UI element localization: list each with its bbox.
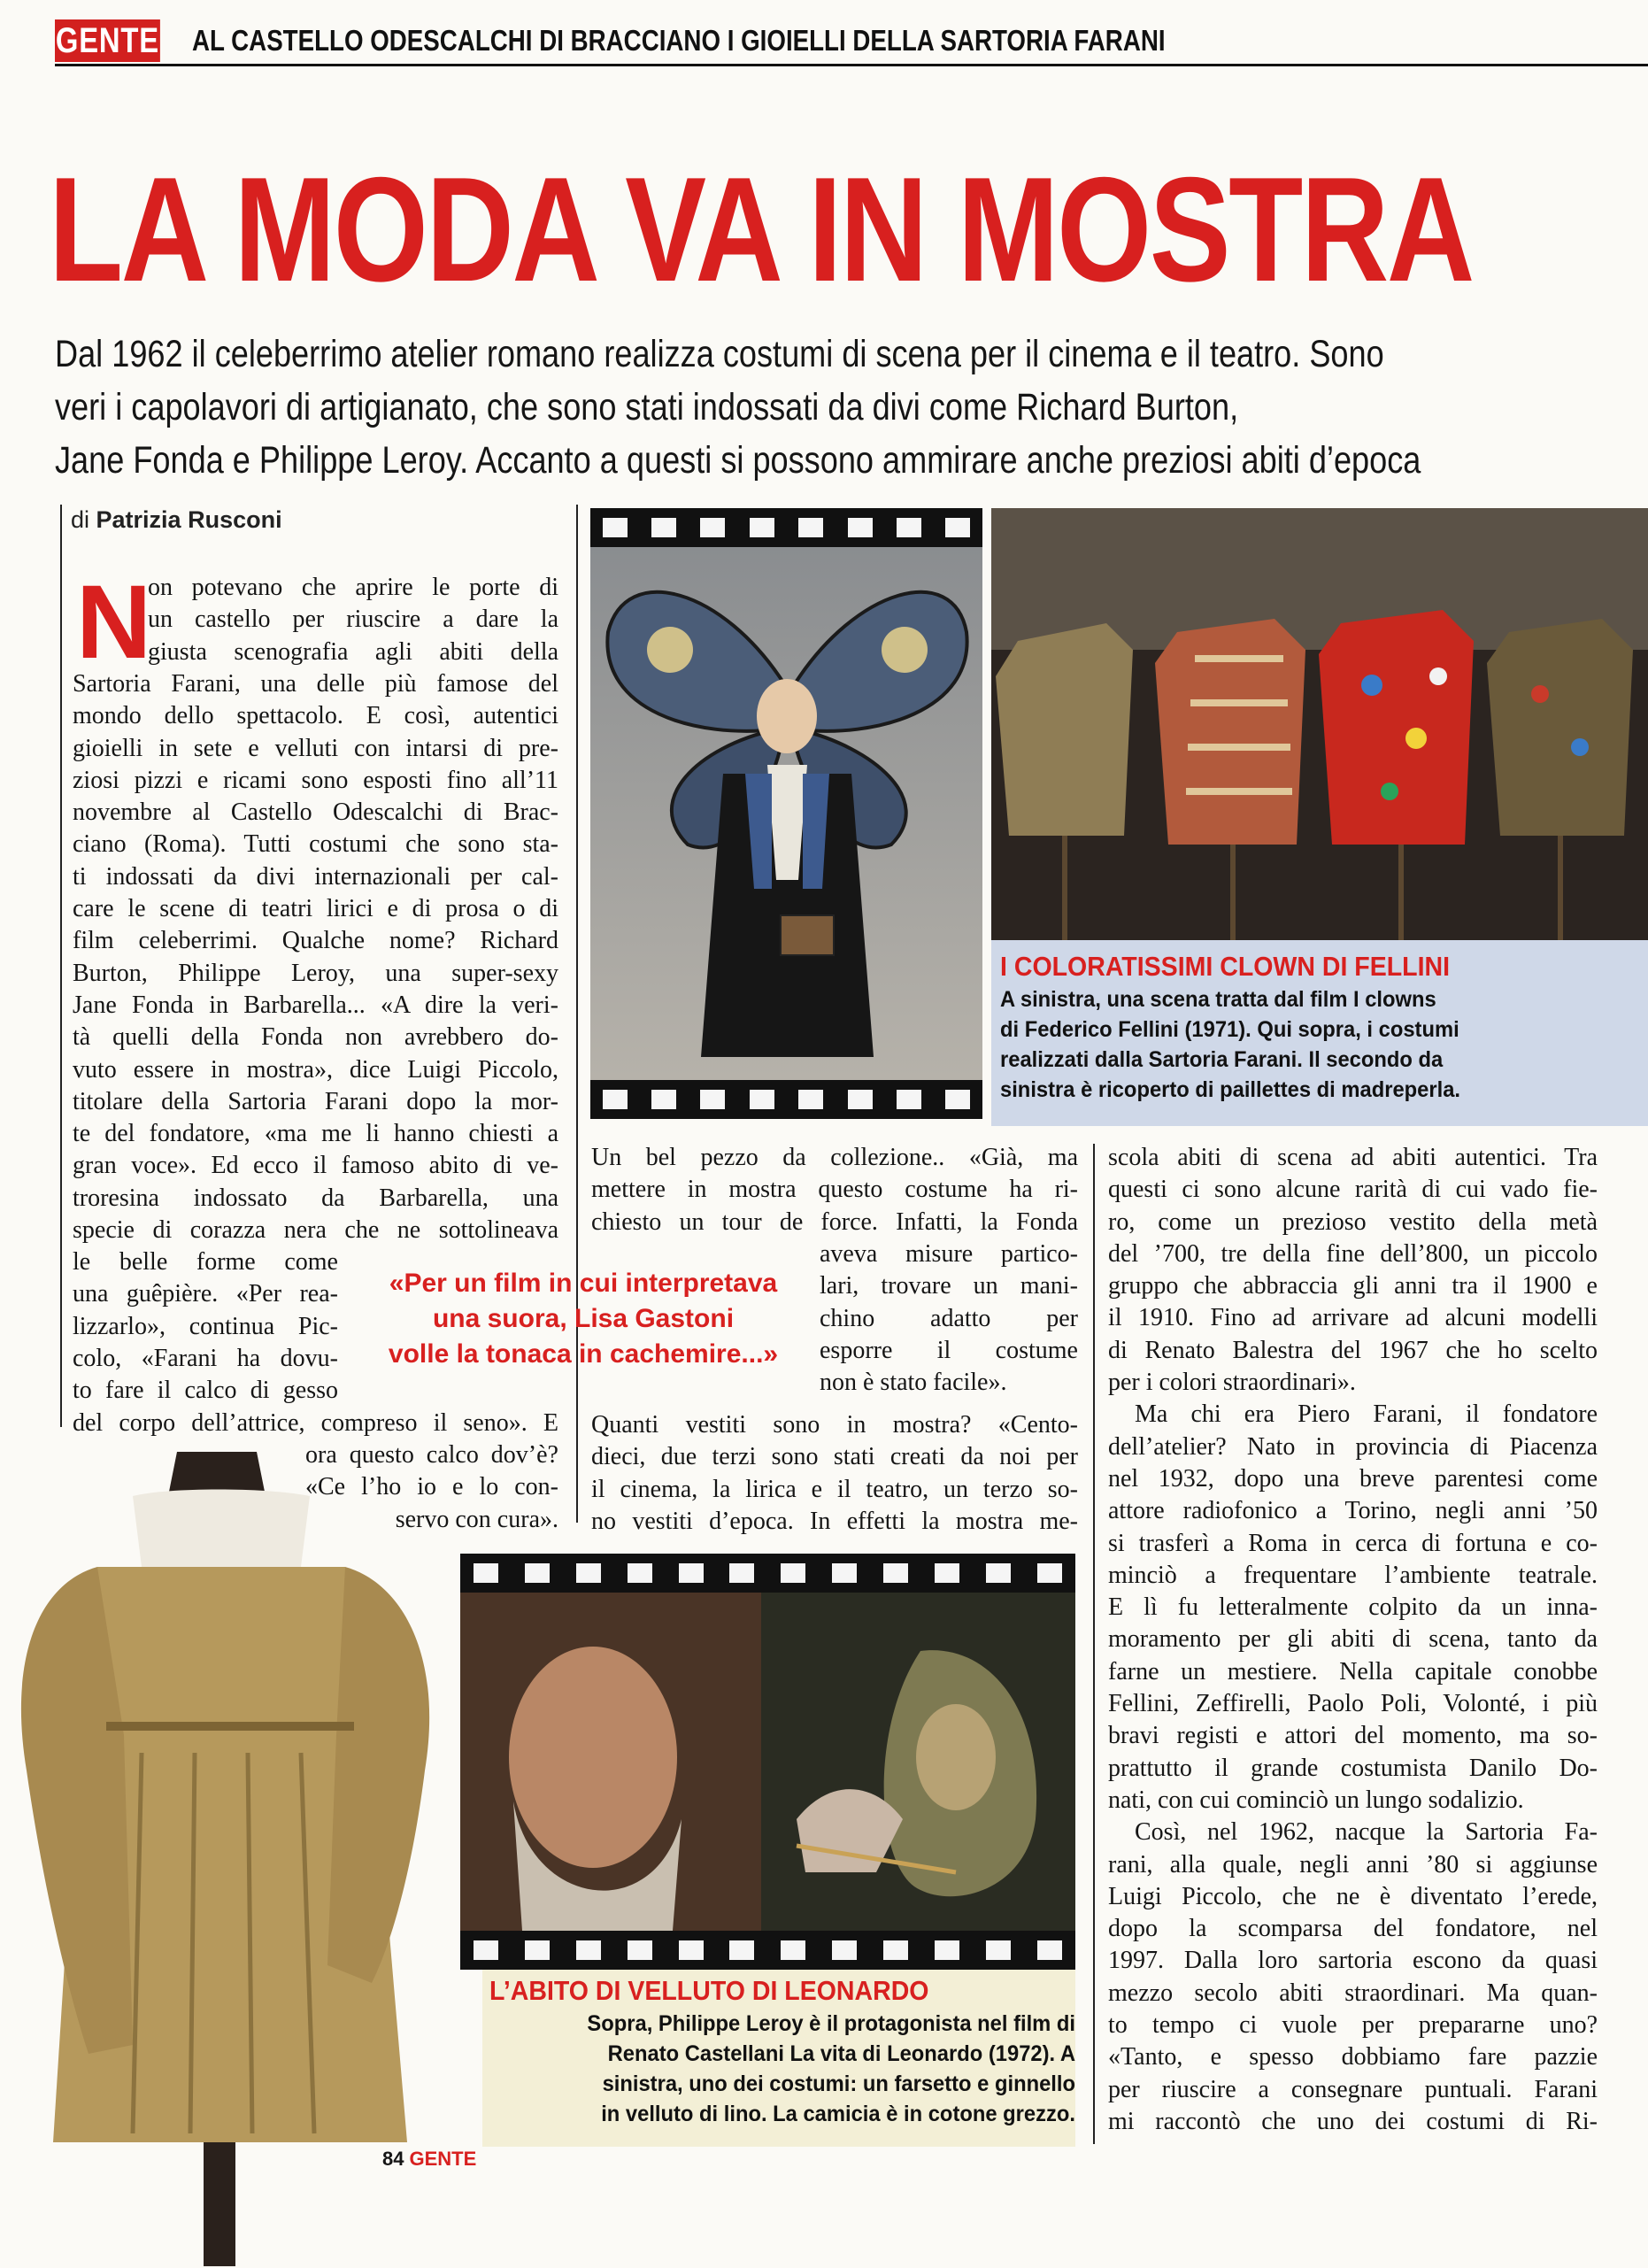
text-line: on potevano che aprire le porte di	[148, 574, 558, 601]
text-line: dopo la scomparsa del fondatore, nel	[1108, 1915, 1598, 1943]
text-line: mondo dello spettacolo. E così, autentici	[73, 702, 558, 730]
text-line: gioielli in sete e velluti con intarsi di pre-	[73, 734, 558, 762]
text-line: Sartoria Farani, una delle più famose del	[73, 670, 558, 698]
text-line: Fellini, Zeffirelli, Paolo Poli, Volonté, i più	[1108, 1690, 1598, 1718]
text-line: lizzarlo», continua Pic-	[73, 1312, 338, 1340]
text-line: ti indossati da divi internazionali per cal-	[73, 862, 558, 891]
caption-text	[482, 2009, 1075, 2129]
text-line: prattutto il grande costumista Danilo Do-	[1108, 1754, 1598, 1782]
text-line: ro, come un prezioso vestito della metà	[1108, 1207, 1598, 1236]
drop-cap: N	[76, 564, 152, 681]
caption-line: Sopra, Philippe Leroy è il protagonista nel film di	[587, 2011, 1075, 2036]
caption-text	[1000, 984, 1460, 1105]
caption-title: I COLORATISSIMI CLOWN DI FELLINI	[1000, 951, 1451, 982]
text-line: to fare il calco di gesso	[73, 1377, 338, 1405]
standfirst-line: Dal 1962 il celeberrimo atelier romano realizza costumi di scena per il cinema e il teatro. Sono	[55, 333, 1384, 375]
text-line: aveva misure partico-	[820, 1240, 1078, 1268]
text-line: «Ce l’ho io e lo con-	[305, 1473, 558, 1501]
column-1-body	[73, 668, 558, 1246]
text-line: mezzo secolo abiti straordinari. Ma quan-	[1108, 1979, 1598, 2007]
column-2-wrap	[820, 1238, 1078, 1399]
column-2-top	[591, 1142, 1078, 1238]
text-line: ora questo calco dov’è?	[305, 1441, 558, 1469]
caption-line: A sinistra, una scena tratta dal film I clowns	[1000, 987, 1436, 1012]
caption-box-fellini	[991, 940, 1648, 1126]
text-line: 1997. Dalla loro sartoria escono da quasi	[1108, 1947, 1598, 1975]
text-line: Quanti vestiti sono in mostra? «Cento-	[591, 1411, 1078, 1439]
caption-box-leonardo	[482, 1970, 1075, 2147]
text-line: nati, con cui cominciò un lungo sodalizio.	[1108, 1786, 1524, 1814]
caption-title: L’ABITO DI VELLUTO DI LEONARDO	[489, 1975, 929, 2006]
text-line: attore radiofonico a Torino, negli anni ’50	[1108, 1497, 1598, 1525]
text-line: del corpo dell’attrice, compreso il seno». E	[73, 1409, 558, 1437]
pull-quote-line: volle la tonaca in cachemire...»	[388, 1339, 779, 1369]
text-line: gran voce». Ed ecco il famoso abito di ve-	[73, 1152, 558, 1180]
film-perforations	[460, 1931, 1075, 1970]
text-line: non è stato facile».	[820, 1369, 1007, 1397]
headline: LA MODA VA IN MOSTRA	[49, 146, 1473, 312]
text-line: del ’700, tre della fine dell’800, un piccolo	[1108, 1239, 1598, 1268]
text-line: questi ci sono alcune rarità di cui vado fie-	[1108, 1176, 1598, 1204]
text-line: gruppo che abbraccia gli anni tra il 1900 e	[1108, 1272, 1598, 1300]
text-line: to tempo ci vuole per prepararne uno?	[1108, 2011, 1598, 2040]
column-3	[1108, 1142, 1598, 2138]
text-line: il cinema, la lirica e il teatro, un terzo so-	[591, 1475, 1078, 1503]
text-line: per riuscire a consegnare puntuali. Farani	[1108, 2075, 1598, 2103]
text-line: E lì fu letteralmente colpito da un inna-	[1108, 1593, 1598, 1622]
text-line: per i colori straordinari».	[1108, 1369, 1356, 1397]
text-line: ciano (Roma). Tutti costumi che sono sta-	[73, 830, 558, 859]
page-footer	[382, 2148, 476, 2171]
caption-line: sinistra è ricoperto di paillettes di madreperla.	[1000, 1077, 1461, 1102]
pull-quote-line: una suora, Lisa Gastoni	[432, 1304, 735, 1333]
text-line: «Tanto, e spesso dobbiamo fare pazzie	[1108, 2043, 1598, 2071]
section-kicker: AL CASTELLO ODESCALCHI DI BRACCIANO I GIOIELLI DELLA SARTORIA FARANI	[192, 24, 1166, 57]
text-line: care le scene di teatri lirici e di prosa o di	[73, 895, 558, 923]
pull-quote-line: «Per un film in cui interpretava	[389, 1269, 778, 1298]
text-line: il 1910. Fino ad arrivare ad alcuni modelli	[1108, 1304, 1598, 1332]
text-line: nel 1932, dopo una breve parentesi come	[1108, 1464, 1598, 1493]
standfirst-line: Jane Fonda e Philippe Leroy. Accanto a questi si possono ammirare anche preziosi abiti d’epoca	[55, 439, 1421, 482]
leonardo-scene-illustration	[460, 1554, 1075, 1970]
text-line: ziosi pizzi e ricami sono esposti fino all’11	[73, 766, 558, 794]
byline	[71, 506, 282, 534]
text-line: Ma chi era Piero Farani, il fondatore	[1135, 1400, 1598, 1429]
caption-line: sinistra, uno dei costumi: un farsetto e ginnello	[602, 2071, 1075, 2096]
text-line: vuto essere in mostra», dice Luigi Piccolo,	[73, 1055, 558, 1084]
text-line: mettere in mostra questo costume ha ri-	[591, 1176, 1078, 1204]
pull-quote	[352, 1266, 814, 1372]
text-line: servo con cura».	[395, 1505, 558, 1533]
caption-line: realizzati dalla Sartoria Farani. Il secondo da	[1000, 1047, 1444, 1072]
column-rule	[60, 505, 62, 1427]
text-line: un castello per riuscire a dare la	[148, 606, 558, 634]
text-line: farne un mestiere. Nella capitale conobbe	[1108, 1657, 1598, 1686]
text-line: le belle forme come	[73, 1248, 338, 1276]
photo-leonardo-costume	[0, 1434, 496, 2266]
text-line: te del fondatore, «ma me li hanno chiesti a	[73, 1120, 558, 1148]
text-line: dell’atelier? Nato in provincia di Piacenza	[1108, 1432, 1598, 1461]
page-header	[55, 19, 1648, 66]
text-line: Jane Fonda in Barbarella... «A dire la veri-	[73, 991, 558, 1019]
standfirst	[55, 328, 1467, 487]
text-line: no vestiti d’epoca. In effetti la mostra me-	[591, 1507, 1078, 1535]
text-line: bravi registi e attori del momento, ma so-	[1108, 1722, 1598, 1750]
text-line: film celeberrimi. Qualche nome? Richard	[73, 927, 558, 955]
text-line: tà quelli della Fonda non avrebbero do-	[73, 1023, 558, 1052]
byline-prefix: di	[71, 506, 90, 533]
text-line: chiesto un tour de force. Infatti, la Fonda	[591, 1207, 1078, 1236]
text-line: Un bel pezzo da collezione.. «Già, ma	[591, 1144, 1078, 1171]
photo-clown-costumes	[991, 508, 1648, 940]
photo-fellini-clown	[590, 508, 982, 1119]
text-line: Così, nel 1962, nacque la Sartoria Fa-	[1135, 1818, 1598, 1847]
text-line: titolare della Sartoria Farani dopo la mor-	[73, 1087, 558, 1115]
text-line: giusta scenografia agli abiti della	[148, 637, 558, 666]
costumes-illustration	[991, 508, 1648, 940]
magazine-logo: GENTE	[55, 21, 159, 60]
caption-line: in velluto di lino. La camicia è in cotone grezzo.	[601, 2102, 1075, 2126]
clown-illustration	[590, 508, 982, 1119]
text-line: novembre al Castello Odescalchi di Brac-	[73, 798, 558, 827]
column-1-wrap	[73, 1246, 338, 1407]
standfirst-line: veri i capolavori di artigianato, che sono stati indossati da divi come Richard Burton,	[55, 386, 1239, 428]
caption-line: Renato Castellani La vita di Leonardo (1972). A	[607, 2041, 1075, 2066]
text-line: Luigi Piccolo, che ne è diventato l’erede,	[1108, 1882, 1598, 1910]
text-line: moramento per gli abiti di scena, tanto da	[1108, 1625, 1598, 1654]
column-rule	[1093, 1144, 1095, 2144]
text-line: rani, alla quale, negli anni ’80 si aggiunse	[1108, 1850, 1598, 1878]
text-line: si trasferì a Roma in cerca di fortuna e co-	[1108, 1529, 1598, 1557]
column-1-intro	[148, 572, 558, 668]
text-line: mi raccontò che uno dei costumi di Ri-	[1108, 2107, 1598, 2135]
photo-leonardo-film	[460, 1554, 1075, 1970]
caption-line: di Federico Fellini (1971). Qui sopra, i costumi	[1000, 1017, 1459, 1042]
page-number: 84	[382, 2148, 404, 2170]
text-line: di Renato Balestra del 1967 che ho scelto	[1108, 1336, 1598, 1364]
text-line: colo, «Farani ha dovu-	[73, 1344, 338, 1372]
text-line: una guêpière. «Per rea-	[73, 1280, 338, 1308]
column-2-bottom	[591, 1409, 1078, 1538]
text-line: dieci, due terzi sono stati creati da noi per	[591, 1443, 1078, 1471]
header-rule	[55, 64, 1648, 66]
text-line: troresina indossato da Barbarella, una	[73, 1184, 558, 1212]
text-line: minciò a frequentare l’ambiente teatrale.	[1108, 1561, 1598, 1589]
text-line: chino adatto per	[820, 1304, 1078, 1332]
text-line: esporre il costume	[820, 1336, 1078, 1364]
film-perforations	[590, 1080, 982, 1119]
costume-illustration	[0, 1434, 496, 2266]
text-line: specie di corazza nera che ne sottolineava	[73, 1216, 558, 1245]
footer-magazine-name: GENTE	[409, 2148, 477, 2170]
text-line: Burton, Philippe Leroy, una super-sexy	[73, 959, 558, 987]
byline-author: Patrizia Rusconi	[96, 506, 282, 533]
text-line: scola abiti di scena ad abiti autentici. Tra	[1108, 1144, 1598, 1171]
text-line: lari, trovare un mani-	[820, 1272, 1078, 1300]
